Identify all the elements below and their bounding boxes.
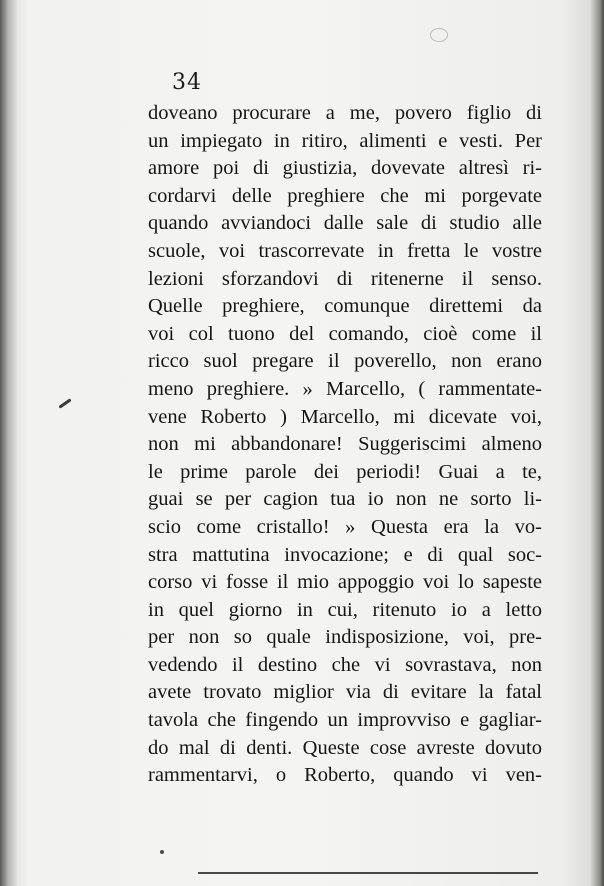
text-line: meno preghiere. » Marcello, ( rammentate- xyxy=(148,377,542,400)
text-line: amore poi di giustizia, dovevate altresì ri- xyxy=(148,157,542,180)
text-line: scio come cristallo! » Questa era la vo- xyxy=(148,515,542,538)
text-line: non mi abbandonare! Suggeriscimi almeno xyxy=(148,433,542,456)
text-line: in quel giorno in cui, ritenuto io a letto xyxy=(148,598,542,621)
text-line: scuole, voi trascorrevate in fretta le vostre xyxy=(148,239,542,262)
text-line: guai se per cagion tua io non ne sorto li- xyxy=(148,488,542,511)
text-line: vene Roberto ) Marcello, mi dicevate voi, xyxy=(148,405,542,428)
text-line: do mal di denti. Queste cose avreste dovuto xyxy=(148,736,542,759)
text-line: voi col tuono del comando, cioè come il xyxy=(148,322,542,345)
text-line: doveano procurare a me, povero figlio di xyxy=(148,102,542,124)
text-line: cordarvi delle preghiere che mi porgevate xyxy=(148,184,542,207)
body-text xyxy=(148,100,542,790)
text-line: stra mattutina invocazione; e di qual soc- xyxy=(148,543,542,566)
text-line: per non so quale indisposizione, voi, pre- xyxy=(148,626,542,649)
text-line: rammentarvi, o Roberto, quando vi ven- xyxy=(148,764,542,787)
text-line: Quelle preghiere, comunque direttemi da xyxy=(148,295,542,318)
text-line: quando avviandoci dalle sale di studio alle xyxy=(148,212,542,235)
ink-speck xyxy=(58,398,71,408)
ink-dot xyxy=(160,850,164,854)
text-line: vedendo il destino che vi sovrastava, non xyxy=(148,653,542,676)
text-line: un impiegato in ritiro, alimenti e vesti. Per xyxy=(148,129,542,152)
text-line: lezioni sforzandovi di ritenerne il senso. xyxy=(148,267,542,290)
text-line: corso vi fosse il mio appoggio voi lo sapeste xyxy=(148,571,542,594)
page-right-edge-shadow xyxy=(590,0,604,886)
bottom-rule xyxy=(198,872,538,874)
text-line: le prime parole dei periodi! Guai a te, xyxy=(148,460,542,483)
text-line: ricco suol pregare il poverello, non erano xyxy=(148,350,542,373)
page-left-binding-shadow xyxy=(0,0,18,886)
page-number: 34 xyxy=(172,70,202,95)
text-line: avete trovato miglior via di evitare la fatal xyxy=(148,681,542,704)
text-line: tavola che fingendo un improvviso e gagliar- xyxy=(148,709,542,732)
stamp-mark xyxy=(430,28,448,42)
